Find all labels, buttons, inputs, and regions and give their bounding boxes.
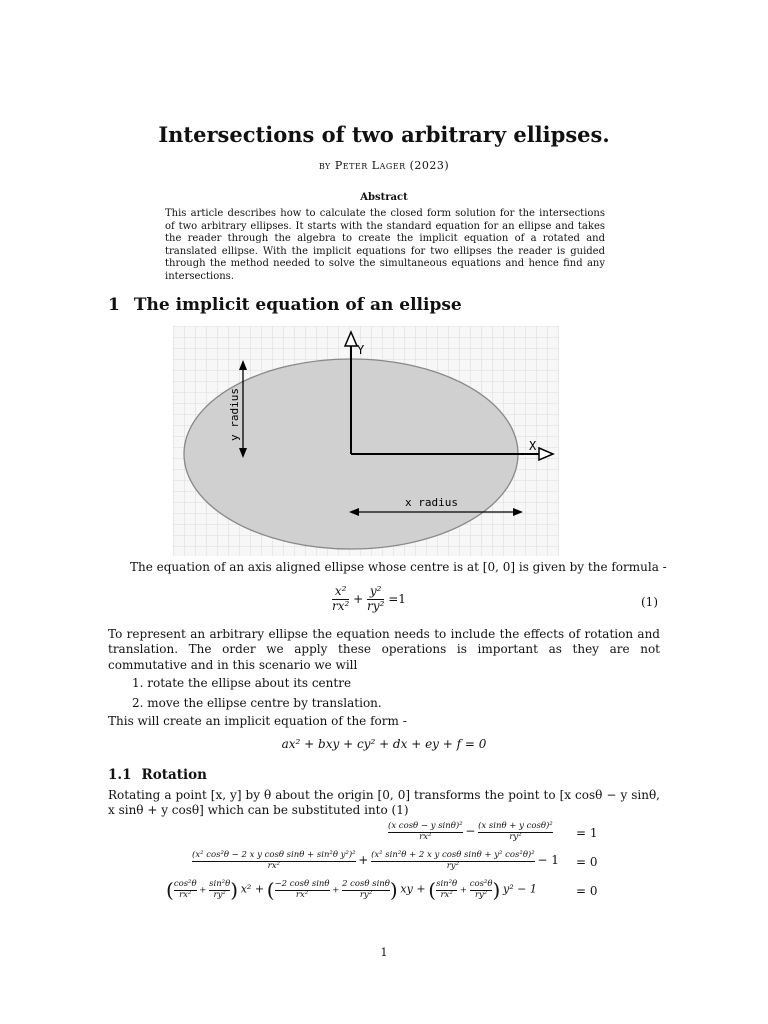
paper-title: Intersections of two arbitrary ellipses. [158, 122, 610, 147]
equation-rotation-c: ( $\frac{\text{cos²θ}}{\text{rx²}}$ + $\frac{\text{sin²θ}}{\text{ry²}}$ ) x² + ( $\frac{\text{−2 cosθ sinθ}}{\text{rx²}}$ + $\frac{\text{2 cosθ sinθ}}{\text{ry²}}$ ) xy + ( $\frac{\text{sin²θ}}{\text{rx²}}$ + $\frac{\text{cos²θ}}{\text{ry²}}$ ) y² − 1 [166, 878, 537, 902]
abstract-body: This article describes how to calculate the closed form solution for the intersections of two arbitrary ellipses. It starts with the standard equation for an ellipse and takes the reader through the algebra to create the implicit equation of a rotated and translated ellipse. With the implicit equations for two ellipses the reader is guided through the method needed to solve the simultaneous equations and hence find any intersections. [165, 208, 605, 282]
paragraph-axis-aligned: The equation of an axis aligned ellipse whose centre is at [0, 0] is given by the formula - [130, 560, 667, 574]
operation-list [132, 673, 382, 713]
equation-rotation-b-rhs: = 0 [576, 855, 598, 869]
eq1-frac-y: $\frac{\text{y²}}{\text{ry²}}$ [367, 584, 385, 613]
page-number: 1 [380, 946, 388, 959]
paragraph-implicit-form: This will create an implicit equation of the form - [108, 714, 407, 728]
paragraph-arbitrary-ellipse: To represent an arbitrary ellipse the equation needs to include the effects of rotation and translation. The order we apply these operations is important as they are not commutative and in this scenario we will [108, 627, 660, 672]
paragraph-rotation: Rotating a point [x, y] by θ about the origin [0, 0] transforms the point to [x cosθ − y sinθ, x sinθ + y cosθ] which can be substituted into (1) [108, 788, 660, 818]
equation-rotation-a-rhs: = 1 [576, 826, 598, 840]
y-radius-label: y radius [228, 388, 241, 441]
subsection-number: 1.1 [108, 767, 132, 783]
list-item: 2. move the ellipse centre by translation. [132, 696, 382, 710]
section-title: The implicit equation of an ellipse [133, 295, 462, 315]
equation-rotation-a: $\frac{\text{(x cosθ − y sinθ)²}}{\text{rx²}}$ − $\frac{\text{(x sinθ + y cosθ)²}}{\text{ry²}}$ [388, 821, 553, 842]
y-axis-label: Y [357, 343, 365, 357]
subsection-title: Rotation [141, 767, 207, 783]
subsection-heading [108, 767, 207, 783]
x-radius-label: x radius [405, 496, 458, 509]
x-axis-label: X [529, 439, 537, 453]
equation-1-number: (1) [641, 595, 658, 609]
section-1-heading [108, 295, 462, 315]
equation-rotation-c-rhs: = 0 [576, 884, 598, 898]
section-number: 1 [108, 295, 120, 315]
list-item: 1. rotate the ellipse about its centre [132, 676, 352, 690]
eq1-frac-x: $\frac{\text{x²}}{\text{rx²}}$ [332, 584, 350, 613]
ellipse-diagram [173, 326, 559, 556]
ellipse-figure [173, 326, 559, 560]
equation-implicit: ax² + bxy + cy² + dx + ey + f = 0 [281, 737, 487, 751]
abstract-heading: Abstract [360, 192, 408, 203]
equation-rotation-b: $\frac{\text{(x² cos²θ − 2 x y cosθ sinθ + sin²θ y²)²}}{\text{rx²}}$ + $\frac{\text{(x² sin²θ + 2 x y cosθ sinθ + y² cos²θ)²}}{\text{ry²}}$ − 1 [192, 850, 559, 871]
equation-1: $\frac{\text{x²}}{\text{rx²}}$ + $\frac{\text{y²}}{\text{ry²}}$ =1 [332, 584, 406, 613]
author-line: by Peter Lager (2023) [318, 159, 450, 172]
